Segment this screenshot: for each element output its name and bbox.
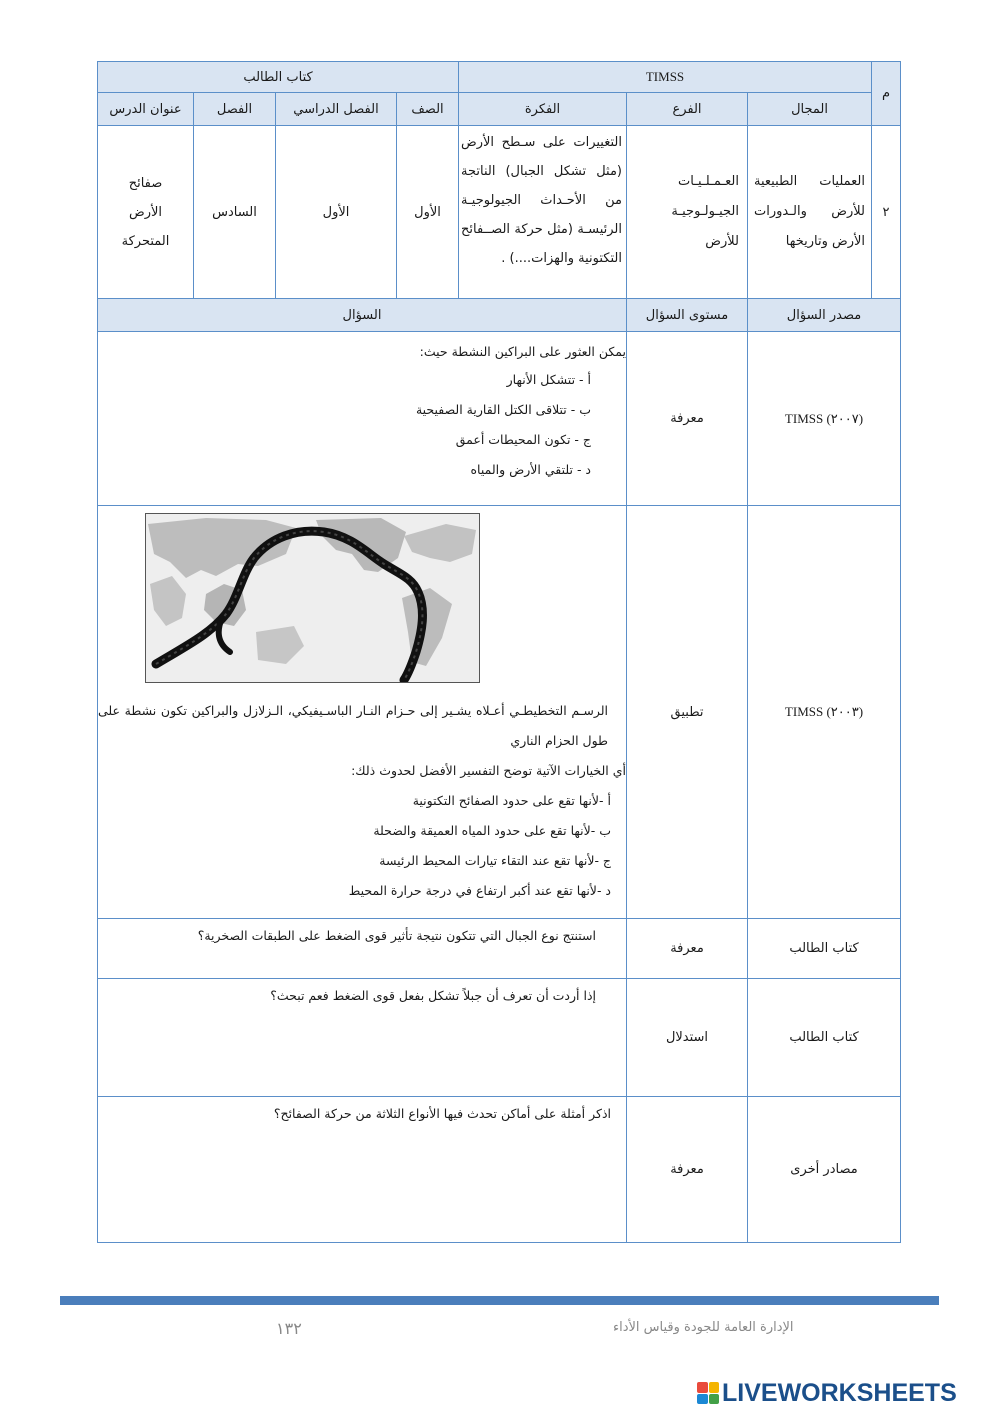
header-question-level: مستوى السؤال bbox=[627, 299, 748, 332]
question-stem-2: أي الخيارات الآتية توضح التفسير الأفضل لحدوث ذلك: bbox=[351, 763, 626, 778]
header-lesson-title: عنوان الدرس bbox=[98, 93, 194, 126]
header-branch: الفرع bbox=[627, 93, 748, 126]
question-level: معرفة bbox=[627, 1097, 748, 1243]
question-cell bbox=[98, 332, 627, 506]
header-idea: الفكرة bbox=[459, 93, 627, 126]
footer-bar bbox=[60, 1296, 939, 1305]
question-stem: استنتج نوع الجبال التي تتكون نتيجة تأثير قوى الضغط على الطبقات الصخرية؟ bbox=[197, 928, 596, 943]
row-number: ٢ bbox=[872, 126, 901, 299]
semester-cell: الأول bbox=[276, 126, 397, 299]
idea-cell: التغييرات على سـطح الأرض (مثل تشكل الجبال) الناتجة من الأحـداث الجيولوجيـة الرئيسـة (مثل حركة الصــفائح التكتونية والهزات....) . bbox=[459, 126, 627, 299]
question-source: كتاب الطالب bbox=[748, 919, 901, 979]
header-grade: الصف bbox=[397, 93, 459, 126]
answer-option: ج - تكون المحيطات أعمق bbox=[455, 432, 591, 447]
question-stem: اذكر أمثلة على أماكن تحدث فيها الأنواع الثلاثة من حركة الصفائح؟ bbox=[273, 1106, 611, 1121]
page-number: ١٣٢ bbox=[276, 1319, 302, 1338]
answer-option: ب - تتلاقى الكتل القارية الصفيحية bbox=[415, 402, 591, 417]
question-cell bbox=[98, 979, 627, 1097]
header-m: م bbox=[872, 62, 901, 126]
header-question-source: مصدر السؤال bbox=[748, 299, 901, 332]
answer-option: ج -لأنها تقع عند التقاء تيارات المحيط الرئيسة bbox=[379, 853, 611, 868]
question-cell bbox=[98, 1097, 627, 1243]
header-chapter: الفصل bbox=[194, 93, 276, 126]
lesson-title-line: صفائح bbox=[128, 175, 163, 191]
header-domain: المجال bbox=[748, 93, 872, 126]
ring-of-fire-map bbox=[145, 513, 480, 683]
question-source: مصادر أخرى bbox=[748, 1097, 901, 1243]
question-source: TIMSS (٢٠٠٧) bbox=[748, 332, 901, 506]
lesson-title-line: المتحركة bbox=[121, 233, 170, 249]
answer-option: د - تلتقي الأرض والمياه bbox=[470, 462, 591, 477]
question-stem: الرسـم التخطيطـي أعـلاه يشـير إلى حـزام النـار الباسـيفيكي، الـزلازل والبراكين تكون نشطة على طول الحزام الناري bbox=[98, 703, 608, 748]
question-level: معرفة bbox=[627, 332, 748, 506]
liveworksheets-logo-text: LIVEWORKSHEETS bbox=[722, 1378, 957, 1407]
department-name: الإدارة العامة للجودة وقياس الأداء bbox=[613, 1320, 794, 1335]
question-stem: إذا أردت أن تعرف أن جبلاً تشكل بفعل قوى الضغط فعم تبحث؟ bbox=[270, 988, 596, 1003]
answer-option: د -لأنها تقع عند أكبر ارتفاع في درجة حرارة المحيط bbox=[348, 883, 611, 898]
header-semester: الفصل الدراسي bbox=[276, 93, 397, 126]
liveworksheets-logo bbox=[697, 1380, 957, 1406]
question-level: استدلال bbox=[627, 979, 748, 1097]
header-timss: TIMSS bbox=[459, 62, 872, 93]
chapter-cell: السادس bbox=[194, 126, 276, 299]
world-map-illustration bbox=[146, 514, 479, 682]
domain-cell: العمليات الطبيعية للأرض والـدورات الأرض وتاريخها bbox=[748, 126, 872, 299]
grade-cell: الأول bbox=[397, 126, 459, 299]
question-level: تطبيق bbox=[627, 506, 748, 919]
question-source: TIMSS (٢٠٠٣) bbox=[748, 506, 901, 919]
branch-cell: العـمـلـيـات الجيـولـوجيـة للأرض bbox=[627, 126, 748, 299]
header-student-book: كتاب الطالب bbox=[98, 62, 459, 93]
question-cell bbox=[98, 919, 627, 979]
question-source: كتاب الطالب bbox=[748, 979, 901, 1097]
question-stem: يمكن العثور على البراكين النشطة حيث: bbox=[419, 344, 626, 359]
lesson-title-cell bbox=[98, 126, 194, 299]
answer-option: أ - تتشكل الأنهار bbox=[506, 372, 591, 387]
liveworksheets-logo-icon bbox=[697, 1382, 719, 1404]
question-level: معرفة bbox=[627, 919, 748, 979]
answer-option: ب -لأنها تقع على حدود المياه العميقة والضحلة bbox=[373, 823, 611, 838]
lesson-title-line: الأرض bbox=[128, 204, 163, 220]
answer-option: أ -لأنها تقع على حدود الصفائح التكتونية bbox=[412, 793, 611, 808]
header-question: السؤال bbox=[98, 299, 627, 332]
